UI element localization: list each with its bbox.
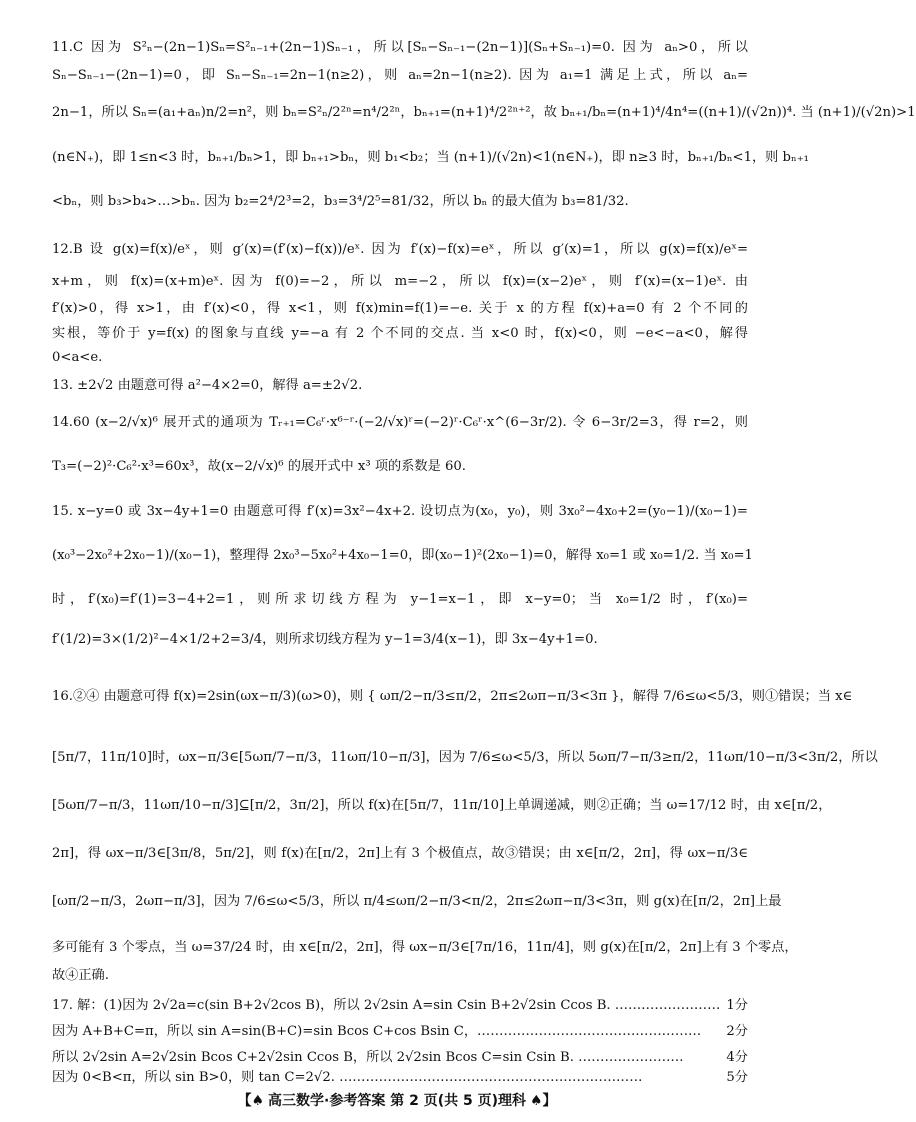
q16-line-1: 16.②④ 由题意可得 f(x)=2sin(ωx−π/3)(ω>0)，则 { ωπ/2−π/3≤π/2，2π≤2ωπ−π/3<3π }，解得 7/6≤ω<5/3，则①错误；当 x∈ xyxy=(52,689,853,704)
q12-line-2: x+m，则 f(x)=(x+m)eˣ. 因为 f(0)=−2，所以 m=−2，所以 f(x)=(x−2)eˣ，则 f′(x)=(x−1)eˣ. 由 xyxy=(52,274,748,289)
q16-line-2: [5π/7，11π/10]时，ωx−π/3∈[5ωπ/7−π/3，11ωπ/10−π/3]，因为 7/6≤ω<5/3，所以 5ωπ/7−π/3≥π/2，11ωπ/10−π/3<3π/2，所以 xyxy=(52,750,878,765)
q12-line-4: 实根，等价于 y=f(x) 的图象与直线 y=−a 有 2 个不同的交点. 当 x<0 时，f(x)<0，则 −e<−a<0，解得 xyxy=(52,326,748,341)
q17-line-1: 17. 解：(1)因为 2√2a=c(sin B+2√2cos B)，所以 2√2sin A=sin Csin B+2√2sin Ccos B. …………………… xyxy=(52,998,721,1013)
q17-score-2: 2分 xyxy=(726,1024,748,1039)
q17-score-1: 1分 xyxy=(726,998,748,1013)
q12-line-3: f′(x)>0，得 x>1，由 f′(x)<0，得 x<1，则 f(x)min=f(1)=−e. 关于 x 的方程 f(x)+a=0 有 2 个不同的 xyxy=(52,301,748,316)
q12-line-5: 0<a<e. xyxy=(52,350,103,365)
q15-line-2: (x₀³−2x₀²+2x₀−1)/(x₀−1)，整理得 2x₀³−5x₀²+4x₀−1=0，即(x₀−1)²(2x₀−1)=0，解得 x₀=1 或 x₀=1/2. 当 x₀=1 xyxy=(52,548,753,563)
q11-line-3: 2n−1，所以 Sₙ=(a₁+aₙ)n/2=n²，则 bₙ=S²ₙ/2²ⁿ=n⁴/2²ⁿ，bₙ₊₁=(n+1)⁴/2²ⁿ⁺²，故 bₙ₊₁/bₙ=(n+1)⁴/4n⁴=((n+1)/(√2n))⁴. 当 (n+1)/(√2n)>1 xyxy=(52,105,916,120)
q16-line-4: 2π]，得 ωx−π/3∈[3π/8，5π/2]，则 f(x)在[π/2，2π]上有 3 个极值点，故③错误；由 x∈[π/2，2π]，得 ωx−π/3∈ xyxy=(52,846,748,861)
q14-line-1: 14.60 (x−2/√x)⁶ 展开式的通项为 Tᵣ₊₁=C₆ʳ·x⁶⁻ʳ·(−2/√x)ʳ=(−2)ʳ·C₆ʳ·x^(6−3r/2). 令 6−3r/2=3，得 r=2，则 xyxy=(52,415,748,430)
spade-left-icon: 【♠ xyxy=(237,1093,265,1109)
q17-line-4: 因为 0<B<π，所以 sin B>0，则 tan C=2√2. …………………………………………………………… xyxy=(52,1070,643,1085)
q17-line-2: 因为 A+B+C=π，所以 sin A=sin(B+C)=sin Bcos C+cos Bsin C，…………………………………………… xyxy=(52,1024,702,1039)
q11-line-1: 11.C 因为 S²ₙ−(2n−1)Sₙ=S²ₙ₋₁+(2n−1)Sₙ₋₁，所以[Sₙ−Sₙ₋₁−(2n−1)](Sₙ+Sₙ₋₁)=0. 因为 aₙ>0，所以 xyxy=(52,40,748,55)
q15-line-3: 时，f′(x₀)=f′(1)=3−4+2=1，则所求切线方程为 y−1=x−1，即 x−y=0；当 x₀=1/2 时，f′(x₀)= xyxy=(52,592,748,607)
q17-score-3: 4分 xyxy=(726,1050,748,1065)
q12-line-1: 12.B 设 g(x)=f(x)/eˣ，则 g′(x)=(f′(x)−f(x))/eˣ. 因为 f′(x)−f(x)=eˣ，所以 g′(x)=1，所以 g(x)=f(x)/eˣ= xyxy=(52,242,748,257)
q11-line-2: Sₙ−Sₙ₋₁−(2n−1)=0，即 Sₙ−Sₙ₋₁=2n−1(n≥2)，则 aₙ=2n−1(n≥2). 因为 a₁=1 满足上式，所以 aₙ= xyxy=(52,68,748,83)
q16-line-7: 故④正确. xyxy=(52,968,109,983)
footer-text: 高三数学·参考答案 第 2 页(共 5 页)理科 xyxy=(268,1093,526,1109)
q11-line-4: (n∈N₊)，即 1≤n<3 时，bₙ₊₁/bₙ>1，即 bₙ₊₁>bₙ，则 b₁<b₂；当 (n+1)/(√2n)<1(n∈N₊)，即 n≥3 时，bₙ₊₁/bₙ<1，则 bₙ₊₁ xyxy=(52,150,809,165)
q16-line-6: 多可能有 3 个零点，当 ω=37/24 时，由 x∈[π/2，2π]，得 ωx−π/3∈[7π/16，11π/4]，则 g(x)在[π/2，2π]上有 3 个零点， xyxy=(52,940,798,955)
page-footer xyxy=(0,1090,794,1110)
q16-line-3: [5ωπ/7−π/3，11ωπ/10−π/3]⊆[π/2，3π/2]，所以 f(x)在[5π/7，11π/10]上单调递减，则②正确；当 ω=17/12 时，由 x∈[π/2， xyxy=(52,798,832,813)
q17-score-4: 5分 xyxy=(726,1070,748,1085)
q16-line-5: [ωπ/2−π/3，2ωπ−π/3]，因为 7/6≤ω<5/3，所以 π/4≤ωπ/2−π/3<π/2，2π≤2ωπ−π/3<3π，则 g(x)在[π/2，2π]上最 xyxy=(52,894,782,909)
q13-line-1: 13. ±2√2 由题意可得 a²−4×2=0，解得 a=±2√2. xyxy=(52,378,363,393)
q14-line-2: T₃=(−2)²·C₆²·x³=60x³，故(x−2/√x)⁶ 的展开式中 x³ 项的系数是 60. xyxy=(52,459,466,474)
q17-line-3: 所以 2√2sin A=2√2sin Bcos C+2√2sin Ccos B，所以 2√2sin Bcos C=sin Csin B. …………………… xyxy=(52,1050,684,1065)
spade-right-icon: ♠】 xyxy=(529,1093,557,1109)
q11-line-5: <bₙ，则 b₃>b₄>…>bₙ. 因为 b₂=2⁴/2³=2，b₃=3⁴/2⁵=81/32，所以 bₙ 的最大值为 b₃=81/32. xyxy=(52,194,629,209)
q15-line-1: 15. x−y=0 或 3x−4y+1=0 由题意可得 f′(x)=3x²−4x+2. 设切点为(x₀，y₀)，则 3x₀²−4x₀+2=(y₀−1)/(x₀−1)= xyxy=(52,504,748,519)
q15-line-4: f′(1/2)=3×(1/2)²−4×1/2+2=3/4，则所求切线方程为 y−1=3/4(x−1)，即 3x−4y+1=0. xyxy=(52,632,598,647)
